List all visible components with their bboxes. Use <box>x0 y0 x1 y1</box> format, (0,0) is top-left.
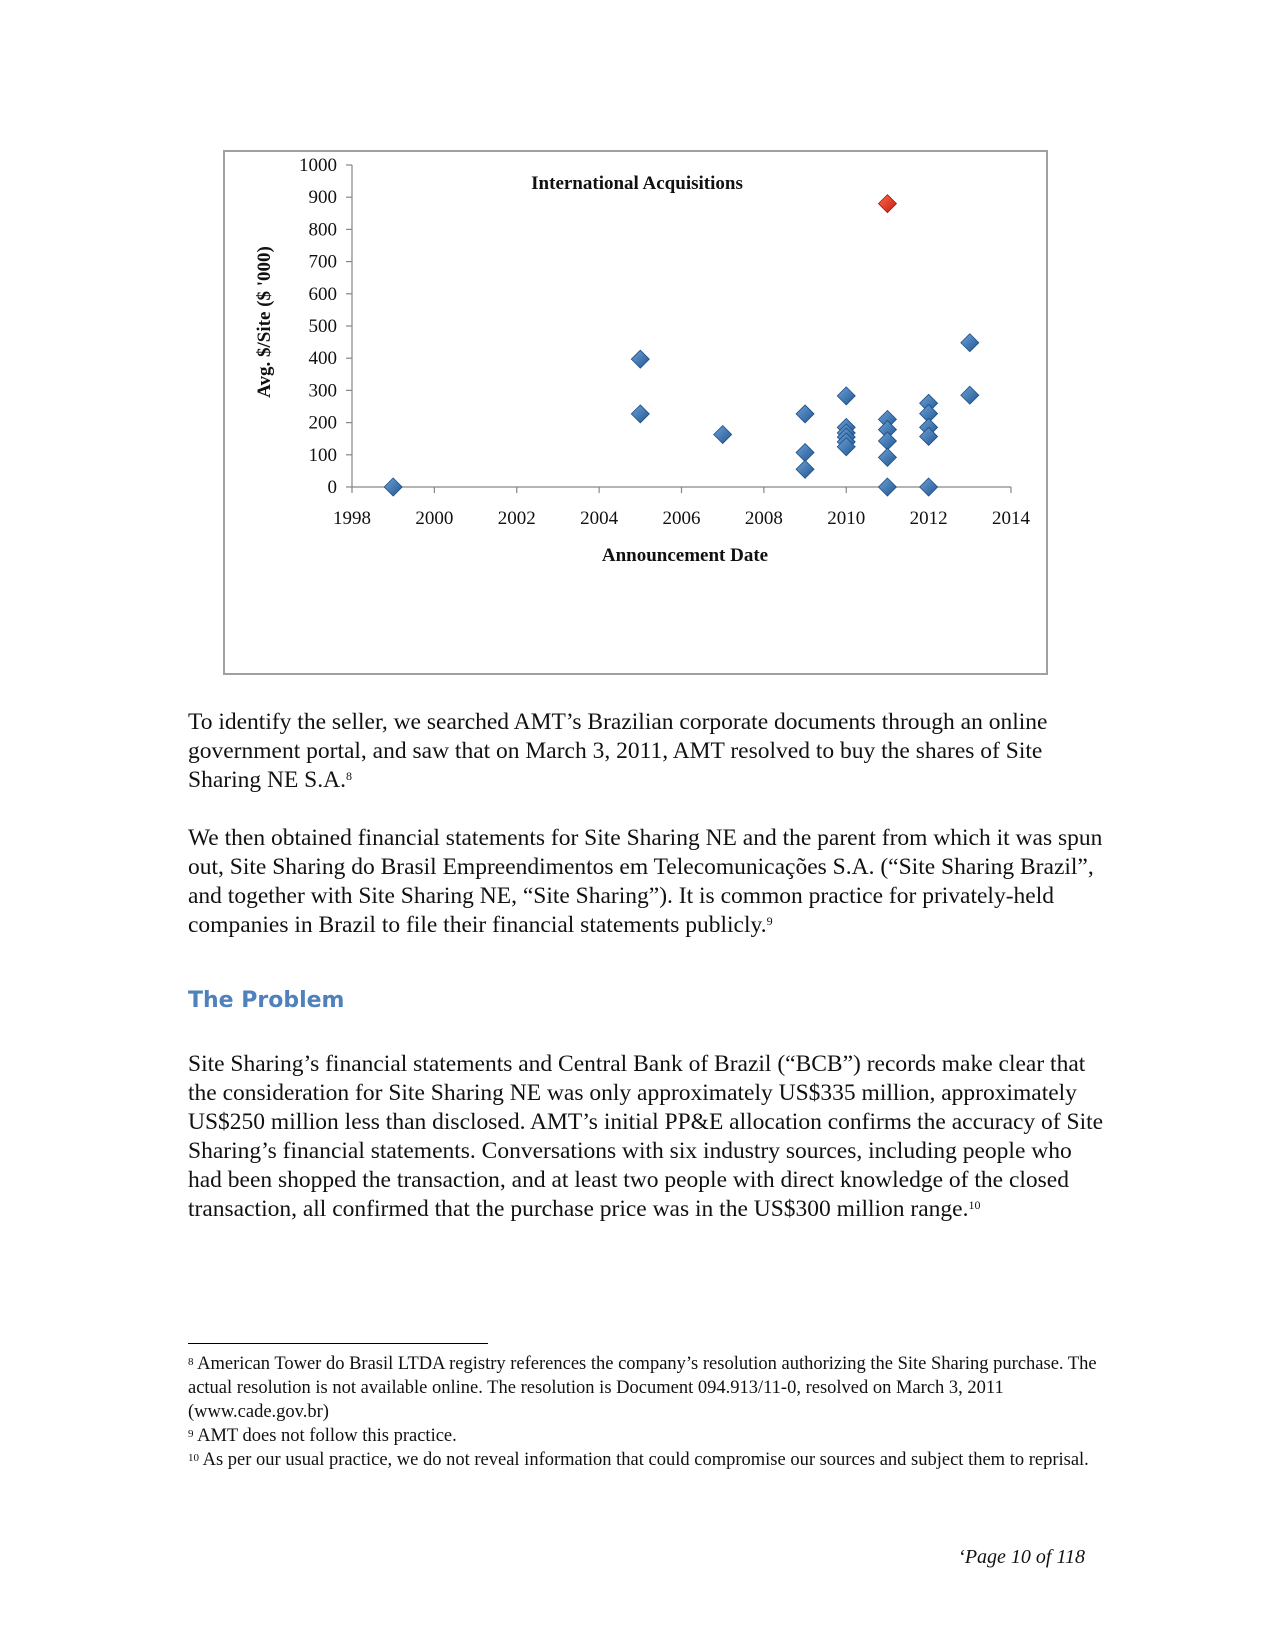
data-point <box>631 350 649 368</box>
data-point <box>920 478 938 496</box>
y-tick-label: 700 <box>308 251 337 273</box>
data-point <box>796 405 814 423</box>
x-axis-label: Announcement Date <box>601 545 769 566</box>
x-tick-label: 2012 <box>909 508 948 529</box>
footnote-10 <box>188 1448 1108 1472</box>
footnote-text: As per our usual practice, we do not reveal information that could compromise our sources and subject them to reprisal. <box>202 1450 1089 1470</box>
y-tick-label: 600 <box>308 283 337 305</box>
footnote-divider <box>188 1343 488 1344</box>
footnote-ref: 8 <box>345 769 352 783</box>
y-tick-label: 100 <box>308 444 337 466</box>
data-point-highlighted <box>878 195 896 213</box>
data-point <box>631 405 649 423</box>
footnote-ref: 10 <box>968 1198 981 1212</box>
data-point <box>878 448 896 466</box>
paragraph-text: Site Sharing’s financial statements and Central Bank of Brazil (“BCB”) records make clear that the consideration for Site Sharing NE was only approximately US$335 million, approximately US$250 million less than disclosed. AMT’s initial PP&E allocation confirms the accuracy of Site Sharing’s financial statements. Conversations with six industry sources, including people who had been shopped the transaction, and at least two people with direct knowledge of the closed transaction, all confirmed that the purchase price was in the US$300 million range. <box>188 1051 1104 1222</box>
x-tick-label: 2014 <box>992 508 1030 529</box>
y-tick-label: 400 <box>308 348 337 370</box>
x-tick-label: 1998 <box>333 508 371 529</box>
paragraph-text: To identify the seller, we searched AMT’s Brazilian corporate documents through an online government portal, and saw that on March 3, 2011, AMT resolved to buy the shares of Site Sharing NE S.A. <box>188 709 1048 793</box>
data-point <box>384 478 402 496</box>
footnote-9 <box>188 1424 1108 1448</box>
y-tick-label: 200 <box>308 412 337 434</box>
x-tick-label: 2006 <box>662 508 701 529</box>
x-tick-label: 2004 <box>580 508 619 529</box>
chart-title: International Acquisitions <box>531 173 743 194</box>
y-tick-label: 500 <box>308 316 337 337</box>
x-tick-label: 2002 <box>497 508 536 529</box>
footnote-text: AMT does not follow this practice. <box>197 1426 457 1446</box>
footnote-text: American Tower do Brasil LTDA registry references the company’s resolution authorizing the Site Sharing purchase. The actual resolution is not available online. The resolution is Document 094.913/11-0, resolved on March 3, 2011 (www.cade.gov.br) <box>188 1354 1097 1422</box>
x-tick-label: 2000 <box>415 508 454 529</box>
data-point <box>796 460 814 478</box>
paragraph-financials <box>188 824 1108 940</box>
footnote-number: 9 <box>188 1428 194 1440</box>
scatter-chart <box>225 152 1046 673</box>
paragraph-problem <box>188 1050 1108 1224</box>
footnote-ref: 9 <box>766 914 773 928</box>
y-tick-label: 0 <box>327 477 337 498</box>
footnote-8 <box>188 1352 1108 1424</box>
chart-container <box>223 150 1048 675</box>
paragraph-seller <box>188 708 1108 795</box>
data-point <box>878 432 896 450</box>
data-point <box>837 387 855 405</box>
section-heading: The Problem <box>188 988 345 1013</box>
y-axis-label: Avg. $/Site ($ '000) <box>254 246 275 398</box>
data-point <box>961 386 979 404</box>
x-tick-label: 2010 <box>827 508 866 529</box>
x-tick-label: 2008 <box>744 508 783 529</box>
y-tick-label: 1000 <box>299 155 337 176</box>
y-tick-label: 300 <box>308 380 337 402</box>
footnotes <box>188 1352 1108 1472</box>
data-point <box>878 478 896 496</box>
paragraph-text: We then obtained financial statements for Site Sharing NE and the parent from which it was spun out, Site Sharing do Brasil Empreendimentos em Telecomunicações S.A. (“Site Sharing Brazil”, and together with Site Sharing NE, “Site Sharing”). It is common practice for privately-held companies in Brazil to file their financial statements publicly. <box>188 825 1103 938</box>
y-tick-label: 900 <box>308 187 337 209</box>
data-point <box>796 444 814 462</box>
footnote-number: 10 <box>188 1452 199 1464</box>
data-point <box>714 426 732 444</box>
footnote-number: 8 <box>188 1356 194 1368</box>
page-number: ‘Page 10 of 118 <box>958 1546 1085 1568</box>
data-point <box>961 334 979 352</box>
y-tick-label: 800 <box>308 219 337 241</box>
